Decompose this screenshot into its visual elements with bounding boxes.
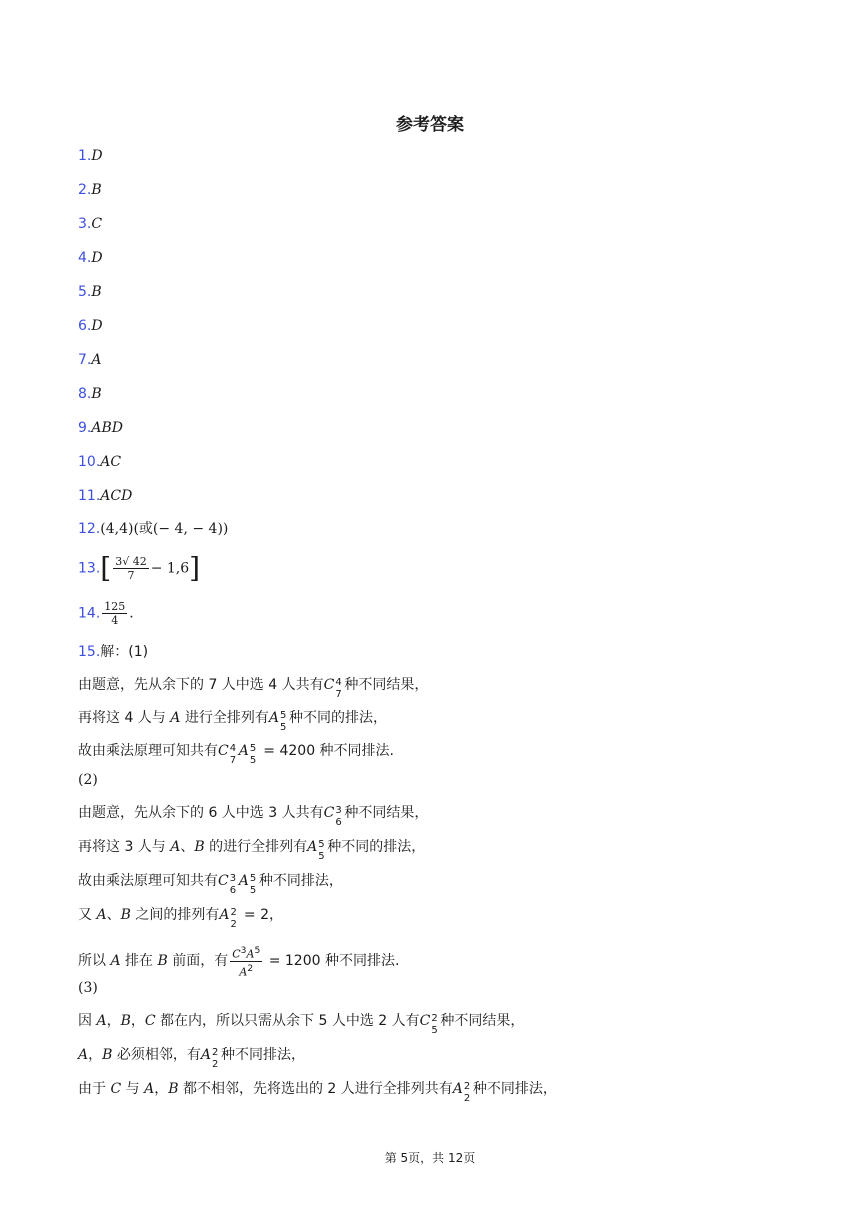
answer-number: 7. [78,352,92,368]
answer-12 [78,519,228,539]
fraction: $\frac{3√ 42}{7}$ [115,555,147,582]
answer-15-head: 15.解：(1) [78,644,149,660]
solution-line: 故由乘法原理可知共有C 4 7 A 5 5 = 4200 种不同排法. [78,743,395,766]
answer-6 [78,316,103,336]
page-title: 参考答案 [396,115,464,135]
solution-line: 又 A、B 之间的排列有A 2 2 = 2， [78,907,283,930]
page-footer: 第 5页，共 12页 [384,1151,476,1165]
answer-value: (4,4)(或(− 4, − 4)) [100,521,229,537]
answer-number: 10. [78,454,101,470]
solution-line: 再将这 3 人与 A、B 的进行全排列有A 5 5 种不同的排法， [78,839,426,862]
solution-line: 由题意，先从余下的 7 人中选 4 人共有C 4 7 种不同结果， [78,677,429,700]
solution-line: 因 A，B，C 都在内，所以只需从余下 5 人中选 2 人有C 2 5 种不同结果， [78,1013,525,1036]
answer-number: 5. [78,284,92,300]
answer-number: 15. [78,644,101,660]
answer-14: 14. $\frac{125}{4}$ . [78,600,134,627]
answer-value: ABD [91,420,123,436]
answer-number: 4. [78,250,92,266]
answer-number: 3. [78,216,92,232]
answer-value: D [91,148,103,164]
answer-13: 13.[ $\frac{3√ 42}{7}$ − 1,6] [78,551,201,585]
solution-line: 由于 C 与 A，B 都不相邻，先将选出的 2 人进行全排列共有A 2 2 种不同排法， [78,1081,557,1104]
answer-1 [78,146,103,166]
solution-line: 由题意，先从余下的 6 人中选 3 人共有C 3 6 种不同结果， [78,805,429,828]
answer-value: D [91,318,103,334]
answer-number: 11. [78,488,101,504]
answer-10 [78,452,121,472]
answer-value: B [91,182,102,198]
answer-number: 1. [78,148,92,164]
answer-value: ACD [100,488,133,504]
answer-8 [78,384,102,404]
answer-number: 8. [78,386,92,402]
answer-value: D [91,250,103,266]
answer-number: 14. [78,605,101,622]
answer-number: 12. [78,521,101,537]
answer-value: B [91,386,102,402]
answer-value: B [91,284,102,300]
answer-11 [78,486,132,506]
answer-number: 9. [78,420,92,436]
answer-value: A [91,352,102,368]
answer-2 [78,180,102,200]
answer-5 [78,282,102,302]
answer-9 [78,418,123,438]
solution-line: 所以 A 排在 B 前面，有 $\frac{C^3A^5}{A^2}$ = 1200 种不同排法. [78,945,400,979]
fraction: $\frac{C^3A^5}{A^2}$ [232,945,261,979]
solution-part: (3) [78,980,98,996]
answer-value: AC [100,454,122,470]
answer-value: C [91,216,103,232]
solution-line: 再将这 4 人与 A 进行全排列有A 5 5 种不同的排法， [78,710,387,733]
answer-4 [78,248,103,268]
fraction: $\frac{125}{4}$ [104,600,126,627]
answer-3 [78,214,102,234]
solution-part: (2) [78,772,98,788]
solution-line: 故由乘法原理可知共有C 3 6 A 5 5 种不同排法， [78,873,343,896]
solution-line: A，B 必须相邻，有A 2 2 种不同排法， [78,1047,305,1070]
answer-number: 6. [78,318,92,334]
answer-number: 13. [78,560,101,577]
answer-number: 2. [78,182,92,198]
answer-7 [78,350,101,370]
